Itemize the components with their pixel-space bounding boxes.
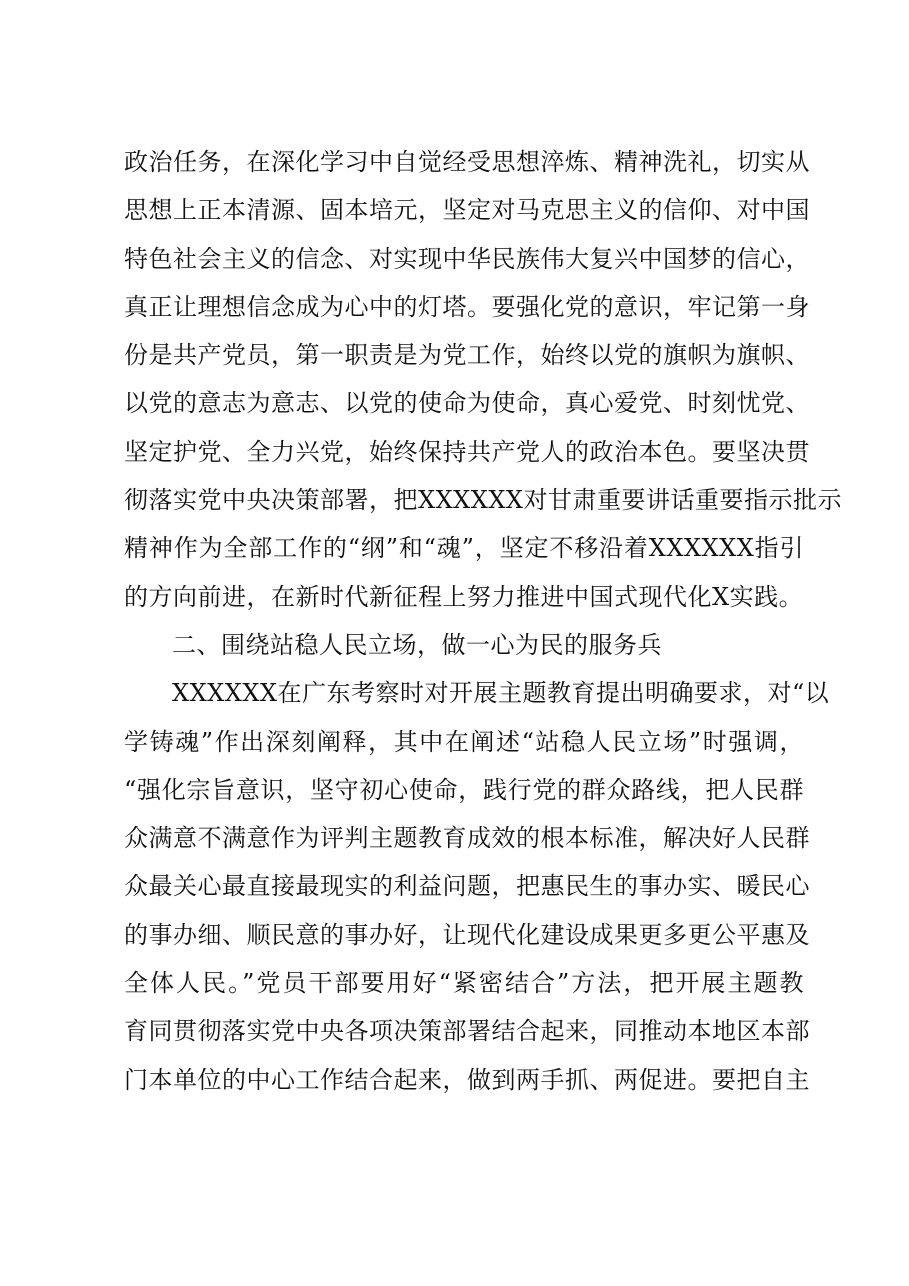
paragraph-line: 彻落实党中央决策部署，把XXXXXX对甘肃重要讲话重要指示批示 — [124, 486, 843, 515]
paragraph-line: 份是共产党员，第一职责是为党工作，始终以党的旗帜为旗帜、 — [124, 341, 810, 370]
paragraph-line: 众最关心最直接最现实的利益问题，把惠民生的事办实、暖民心 — [124, 872, 810, 901]
paragraph-line: 学铸魂”作出深刻阐释，其中在阐述“站稳人民立场”时强调， — [124, 727, 804, 756]
paragraph-line: 政治任务，在深化学习中自觉经受思想淬炼、精神洗礼，切实从 — [124, 148, 810, 176]
paragraph-line: 门本单位的中心工作结合起来，做到两手抓、两促进。要把自主 — [124, 1065, 810, 1094]
paragraph-line: 思想上正本清源、固本培元，坚定对马克思主义的信仰、对中国 — [124, 196, 810, 225]
paragraph-line: 坚定护党、全力兴党，始终保持共产党人的政治本色。要坚决贯 — [124, 437, 810, 466]
paragraph-line: 育同贯彻落实党中央各项决策部署结合起来，同推动本地区本部 — [124, 1017, 810, 1046]
paragraph-line: 以党的意志为意志、以党的使命为使命，真心爱党、时刻忧党、 — [124, 389, 810, 418]
paragraph-line: 全体人民。”党员干部要用好“紧密结合”方法，把开展主题教 — [124, 969, 804, 998]
paragraph-line: 特色社会主义的信念、对实现中华民族伟大复兴中国梦的信心， — [124, 244, 810, 273]
paragraph-line: XXXXXX在广东考察时对开展主题教育提出明确要求，对“以 — [172, 679, 830, 708]
document-body — [124, 138, 843, 1104]
section-heading: 二、围绕站稳人民立场，做一心为民的服务兵 — [172, 630, 662, 659]
paragraph-line: 众满意不满意作为评判主题教育成效的根本标准，解决好人民群 — [124, 824, 810, 853]
paragraph-line: 真正让理想信念成为心中的灯塔。要强化党的意识，牢记第一身 — [124, 292, 810, 321]
paragraph-line: 的事办细、顺民意的事办好，让现代化建设成果更多更公平惠及 — [124, 920, 810, 949]
paragraph-line: 的方向前进，在新时代新征程上努力推进中国式现代化X实践。 — [124, 582, 804, 611]
paragraph-line: 精神作为全部工作的“纲”和“魂”，坚定不移沿着XXXXXX指引 — [124, 534, 804, 563]
paragraph-line: “强化宗旨意识，坚守初心使命，践行党的群众路线，把人民群 — [124, 775, 804, 804]
